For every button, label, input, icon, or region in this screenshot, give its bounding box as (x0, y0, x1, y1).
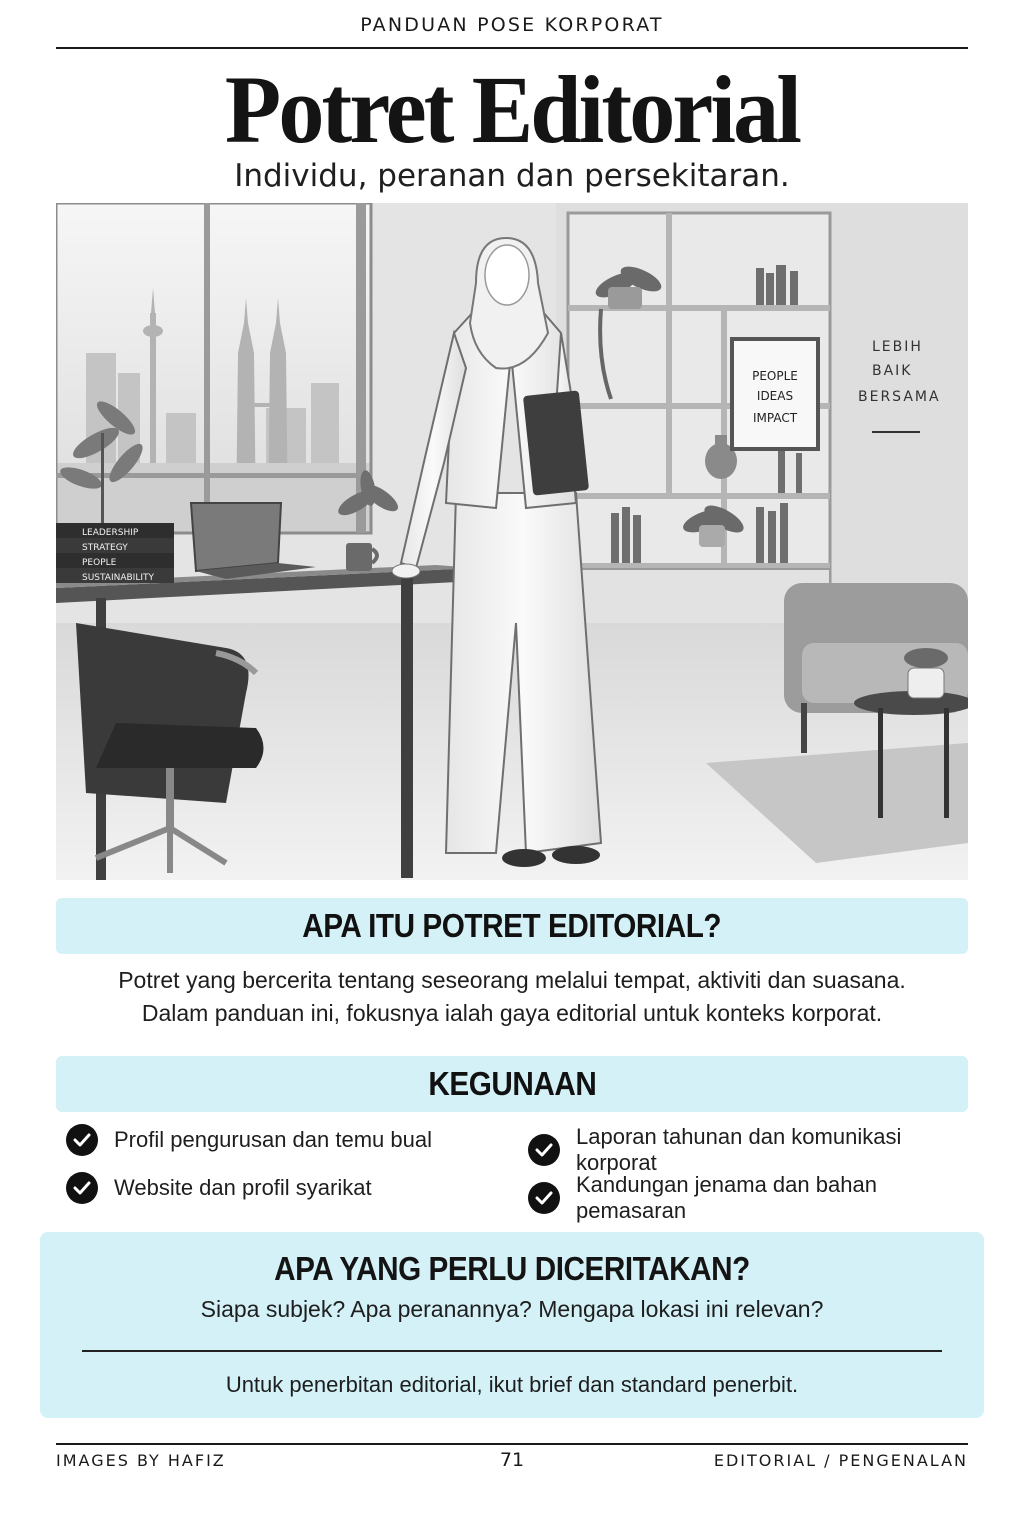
poster-line: IDEAS (756, 389, 794, 403)
poster-line: IMPACT (752, 411, 798, 425)
list-item (66, 1172, 372, 1204)
checkmark-icon (66, 1124, 98, 1156)
checkmark-icon (66, 1172, 98, 1204)
story-callout-box (40, 1232, 984, 1418)
checkmark-icon (528, 1134, 560, 1166)
section-what-line: Dalam panduan ini, fokusnya ialah gaya editorial untuk konteks korporat. (141, 1000, 883, 1026)
wall-text-line: BERSAMA (858, 389, 941, 405)
book-spine-label: PEOPLE (82, 558, 117, 568)
book-spine-label: STRATEGY (82, 543, 128, 553)
office-portrait-illustration (56, 203, 968, 880)
use-item-label: Profil pengurusan dan temu bual (114, 1127, 432, 1152)
section-uses-heading: KEGUNAAN (427, 1065, 596, 1102)
poster-frame (732, 339, 818, 449)
poster-line: PEOPLE (752, 369, 798, 383)
story-question: Siapa subjek? Apa peranannya? Mengapa lokasi ini relevan? (200, 1296, 824, 1322)
book-spine-label: SUSTAINABILITY (82, 573, 155, 583)
book-spine-label: LEADERSHIP (82, 528, 139, 538)
story-heading: APA YANG PERLU DICERITAKAN? (274, 1250, 750, 1287)
top-divider (56, 47, 968, 49)
list-item (528, 1124, 968, 1176)
book-stack (56, 523, 174, 583)
page-kicker: PANDUAN POSE KORPORAT (360, 14, 664, 36)
section-what-text (56, 964, 968, 1030)
list-item (66, 1124, 432, 1156)
section-what-heading: APA ITU POTRET EDITORIAL? (302, 907, 722, 944)
page-subtitle: Individu, peranan dan persekitaran. (234, 158, 790, 194)
section-what-line: Potret yang bercerita tentang seseorang melalui tempat, aktiviti dan suasana. (118, 967, 906, 993)
bottom-divider (56, 1443, 968, 1445)
page-title: Potret Editorial (224, 56, 800, 163)
story-note: Untuk penerbitan editorial, ikut brief dan standard penerbit. (225, 1372, 799, 1397)
footer-credit: IMAGES BY HAFIZ (56, 1451, 226, 1470)
story-divider (82, 1350, 942, 1352)
footer-section: EDITORIAL / PENGENALAN (713, 1451, 968, 1470)
wall-text-line: BAIK (872, 363, 913, 379)
use-item-label: Website dan profil syarikat (114, 1175, 372, 1200)
list-item (528, 1172, 968, 1224)
use-item-label: Laporan tahunan dan komunikasi korporat (576, 1124, 902, 1175)
wall-text-line: LEBIH (872, 339, 923, 355)
use-item-label: Kandungan jenama dan bahan pemasaran (576, 1172, 877, 1223)
uses-list (66, 1124, 968, 1224)
page-number: 71 (499, 1449, 525, 1471)
checkmark-icon (528, 1182, 560, 1214)
section-uses-band (56, 1056, 968, 1112)
section-what-band (56, 898, 968, 954)
